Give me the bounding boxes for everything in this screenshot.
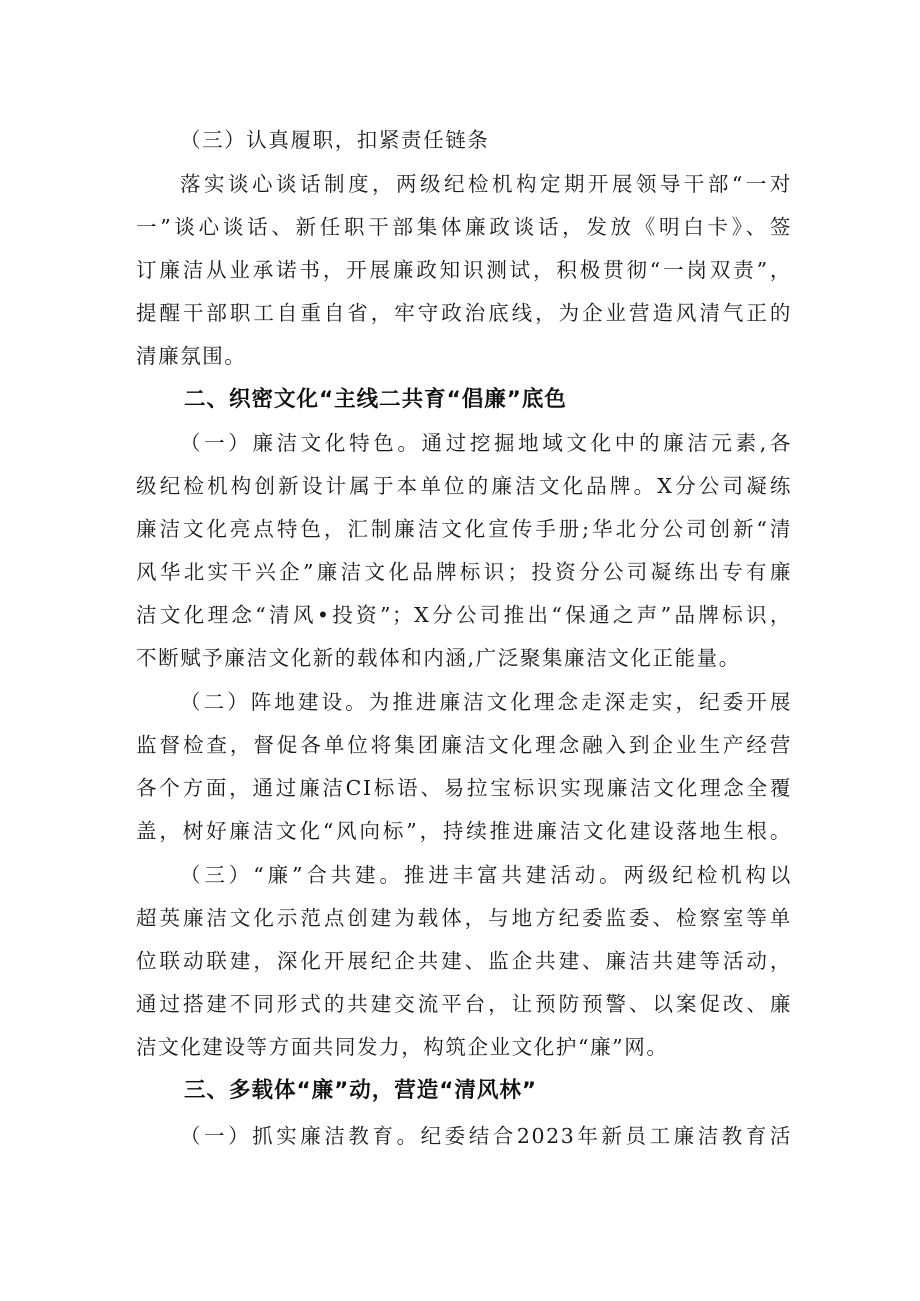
paragraph-line: （一）抓实廉洁教育。纪委结合2023年新员工廉洁教育活	[180, 1124, 792, 1148]
paragraph-line: 位联动联建，深化开展纪企共建、监企共建、廉洁共建等活动，	[136, 949, 792, 973]
paragraph-line: （二）阵地建设。为推进廉洁文化理念走深走实，纪委开展	[180, 690, 792, 714]
paragraph-line: 不断赋予廉洁文化新的载体和内涵,广泛聚集廉洁文化正能量。	[136, 646, 741, 670]
paragraph-line: 监督检查，督促各单位将集团廉洁文化理念融入到企业生产经营	[136, 733, 792, 757]
paragraph-line: 洁文化理念“清风•投资”；X分公司推出“保通之声”品牌标识，	[136, 603, 792, 627]
paragraph-line: 通过搭建不同形式的共建交流平台，让预防预警、以案促改、廉	[136, 992, 792, 1016]
paragraph-line: 落实谈心谈话制度，两级纪检机构定期开展领导干部“一对	[180, 172, 792, 196]
paragraph-line: 风华北实干兴企”廉洁文化品牌标识；投资分公司凝练出专有廉	[136, 560, 792, 584]
paragraph-line: （一）廉洁文化特色。通过挖掘地域文化中的廉洁元素,各	[180, 431, 792, 455]
paragraph-line: 一”谈心谈话、新任职干部集体廉政谈话，发放《明白卡》、签	[136, 215, 792, 239]
paragraph-line: 清廉氛围。	[136, 344, 247, 368]
paragraph-line: 洁文化建设等方面共同发力，构筑企业文化护“廉”网。	[136, 1035, 669, 1059]
paragraph-line: 各个方面，通过廉洁CI标语、易拉宝标识实现廉洁文化理念全覆	[136, 776, 792, 800]
paragraph-line: 级纪检机构创新设计属于本单位的廉洁文化品牌。X分公司凝练	[136, 474, 792, 498]
paragraph-line: 盖，树好廉洁文化“风向标”，持续推进廉洁文化建设落地生根。	[136, 819, 792, 843]
paragraph-line: 订廉洁从业承诺书，开展廉政知识测试，积极贯彻“一岗双责”，	[136, 258, 792, 282]
paragraph-line: （三）“廉”合共建。推进丰富共建活动。两级纪检机构以	[180, 863, 792, 887]
paragraph-line: 超英廉洁文化示范点创建为载体，与地方纪委监委、检察室等单	[136, 906, 792, 930]
paragraph-line: 提醒干部职工自重自省，牢守政治底线，为企业营造风清气正的	[136, 301, 792, 325]
paragraph-line: 廉洁文化亮点特色，汇制廉洁文化宣传手册;华北分公司创新“清	[136, 517, 792, 541]
section-heading: 二、织密文化“主线二共育“倡廉”底色	[184, 387, 567, 412]
section-heading: 三、多载体“廉”动，营造“清风林”	[184, 1078, 538, 1103]
subsection-heading: （三）认真履职，扣紧责任链条	[180, 128, 490, 152]
